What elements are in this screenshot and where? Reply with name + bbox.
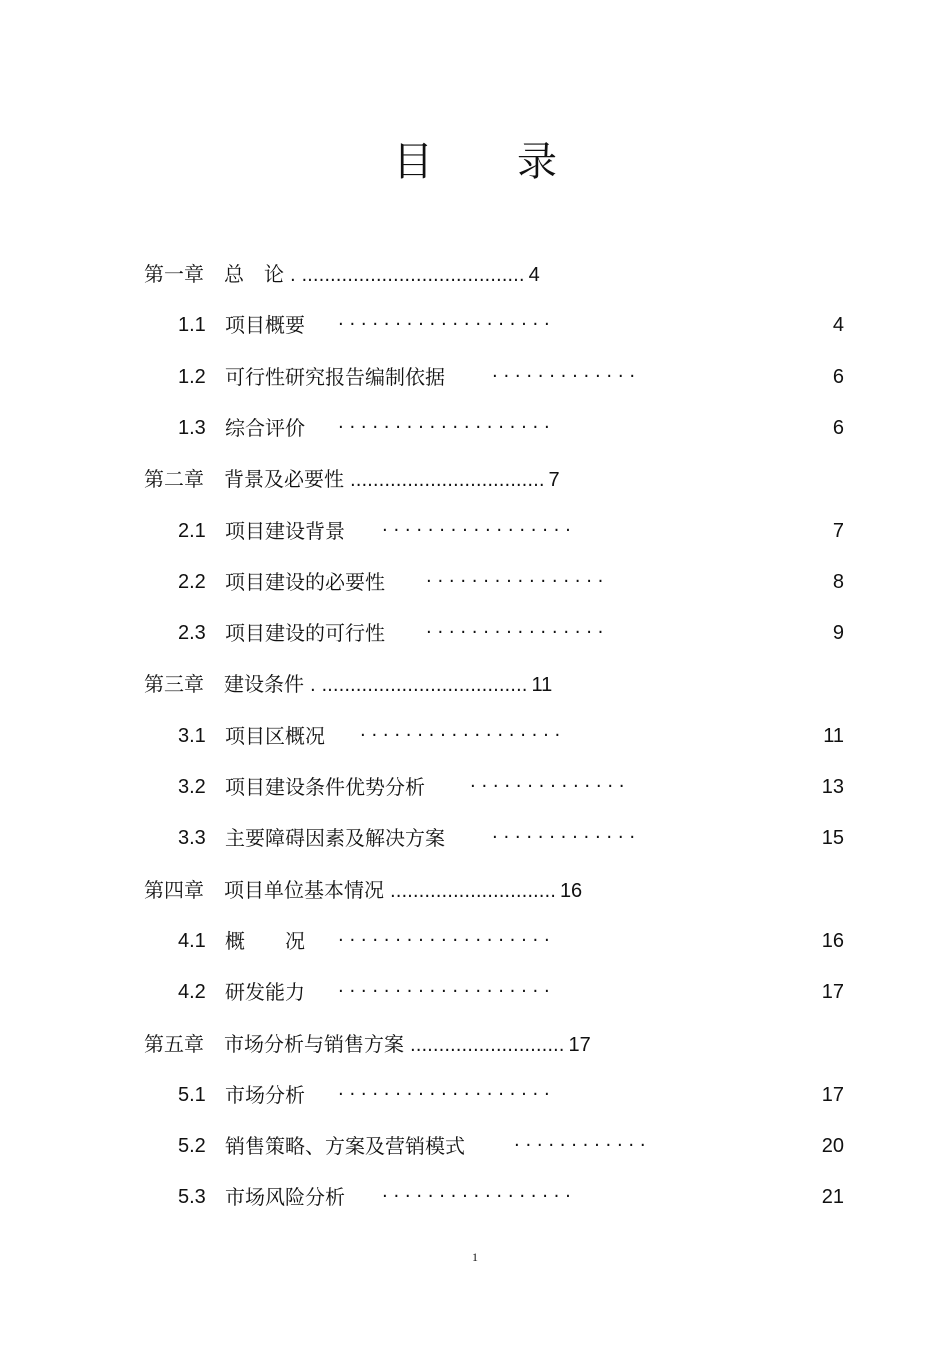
section-title: 项目建设条件优势分析 (225, 775, 425, 799)
dot-leader: · · · · · · · · · · · · · · · · · (382, 1186, 571, 1207)
page-ref: 20 (821, 1135, 844, 1157)
toc-section-entry[interactable] (178, 926, 848, 956)
toc-chapter-entry[interactable] (144, 1029, 591, 1059)
page-ref: 11 (823, 725, 844, 747)
section-number: 3.1 (178, 725, 206, 747)
chapter-number: 第四章 (144, 878, 204, 902)
toc-chapter-entry[interactable] (144, 464, 560, 494)
page-ref: 16 (821, 930, 844, 952)
chapter-title: 建设条件 (224, 672, 304, 696)
dot-leader: · · · · · · · · · · · · · · · · · · · (338, 1084, 550, 1105)
chapter-title: 市场分析与销售方案 (224, 1032, 404, 1056)
dot-leader: · · · · · · · · · · · · · (492, 827, 636, 848)
section-number: 2.3 (178, 622, 206, 644)
page-ref: 7 (832, 520, 844, 542)
toc-section-entry[interactable] (178, 977, 848, 1007)
toc-section-entry[interactable] (178, 413, 848, 443)
page-ref: 17 (568, 1034, 591, 1056)
chapter-number: 第二章 (144, 467, 204, 491)
dot-leader: ........................... (410, 1035, 565, 1056)
chapter-title: 总 论 (224, 262, 284, 286)
dot-leader: · · · · · · · · · · · · · · · · (426, 571, 604, 592)
page-number: 1 (472, 1250, 478, 1264)
section-number: 4.1 (178, 930, 206, 952)
section-title: 市场风险分析 (225, 1185, 345, 1209)
toc-section-entry[interactable] (178, 567, 848, 597)
section-number: 5.2 (178, 1135, 206, 1157)
toc-section-entry[interactable] (178, 516, 848, 546)
section-title: 项目建设的必要性 (225, 570, 385, 594)
section-number: 5.1 (178, 1084, 206, 1106)
chapter-title: 项目单位基本情况 (224, 878, 384, 902)
page-ref: 8 (832, 571, 844, 593)
dot-leader: · · · · · · · · · · · · · · (470, 776, 625, 797)
title-char-2: 录 (517, 139, 557, 185)
page-ref: 6 (832, 366, 844, 388)
page-ref: 13 (821, 776, 844, 798)
dot-leader: · · · · · · · · · · · · · · · · · · · (338, 417, 550, 438)
toc-chapter-entry[interactable] (144, 259, 540, 289)
section-number: 4.2 (178, 981, 206, 1003)
section-number: 2.1 (178, 520, 206, 542)
toc-section-entry[interactable] (178, 310, 848, 340)
page-ref: 9 (832, 622, 844, 644)
toc-chapter-entry[interactable] (144, 669, 552, 699)
section-title: 主要障碍因素及解决方案 (225, 826, 445, 850)
dot-leader: . .................................... (310, 675, 528, 696)
toc-section-entry[interactable] (178, 362, 848, 392)
page-ref: 7 (548, 469, 560, 491)
dot-leader: · · · · · · · · · · · · · · · · (426, 622, 604, 643)
dot-leader: · · · · · · · · · · · · · · · · · · · (338, 981, 550, 1002)
chapter-number: 第三章 (144, 672, 204, 696)
chapter-number: 第五章 (144, 1032, 204, 1056)
toc-section-entry[interactable] (178, 618, 848, 648)
chapter-title: 背景及必要性 (224, 467, 344, 491)
section-title: 概 况 (225, 929, 305, 953)
section-number: 3.3 (178, 827, 206, 849)
dot-leader: · · · · · · · · · · · · · (492, 366, 636, 387)
dot-leader: · · · · · · · · · · · · · · · · · · · (338, 930, 550, 951)
toc-section-entry[interactable] (178, 1131, 848, 1161)
section-title: 销售策略、方案及营销模式 (225, 1134, 465, 1158)
page-ref: 16 (559, 880, 583, 902)
title-char-1: 目 (393, 139, 433, 185)
page-ref: 17 (821, 981, 844, 1003)
dot-leader: · · · · · · · · · · · · · · · · · · (360, 725, 561, 746)
section-title: 市场分析 (225, 1083, 305, 1107)
chapter-number: 第一章 (144, 262, 204, 286)
toc-section-entry[interactable] (178, 772, 848, 802)
toc-section-entry[interactable] (178, 1182, 848, 1212)
page-ref: 17 (821, 1084, 844, 1106)
dot-leader: · · · · · · · · · · · · · · · · · (382, 520, 571, 541)
section-title: 项目区概况 (225, 724, 325, 748)
page-ref: 4 (528, 264, 540, 286)
page-ref: 6 (832, 417, 844, 439)
section-title: 综合评价 (225, 416, 305, 440)
dot-leader: · · · · · · · · · · · · · · · · · · · (338, 314, 550, 335)
page-ref: 4 (832, 314, 844, 336)
page-ref: 21 (821, 1186, 844, 1208)
toc-section-entry[interactable] (178, 721, 848, 751)
dot-leader: . ....................................... (290, 265, 525, 286)
section-title: 项目概要 (225, 313, 305, 337)
toc-section-entry[interactable] (178, 823, 848, 853)
dot-leader: .................................. (350, 470, 545, 491)
section-number: 1.2 (178, 366, 206, 388)
toc-chapter-entry[interactable] (144, 875, 582, 905)
page-ref: 11 (531, 674, 553, 696)
dot-leader: ............................. (390, 881, 556, 902)
section-title: 可行性研究报告编制依据 (225, 365, 445, 389)
page-ref: 15 (821, 827, 844, 849)
section-number: 2.2 (178, 571, 206, 593)
section-number: 3.2 (178, 776, 206, 798)
section-title: 项目建设的可行性 (225, 621, 385, 645)
section-title: 研发能力 (225, 980, 305, 1004)
section-number: 5.3 (178, 1186, 206, 1208)
dot-leader: · · · · · · · · · · · · (514, 1135, 646, 1156)
section-title: 项目建设背景 (225, 519, 345, 543)
section-number: 1.1 (178, 314, 206, 336)
section-number: 1.3 (178, 417, 206, 439)
toc-section-entry[interactable] (178, 1080, 848, 1110)
